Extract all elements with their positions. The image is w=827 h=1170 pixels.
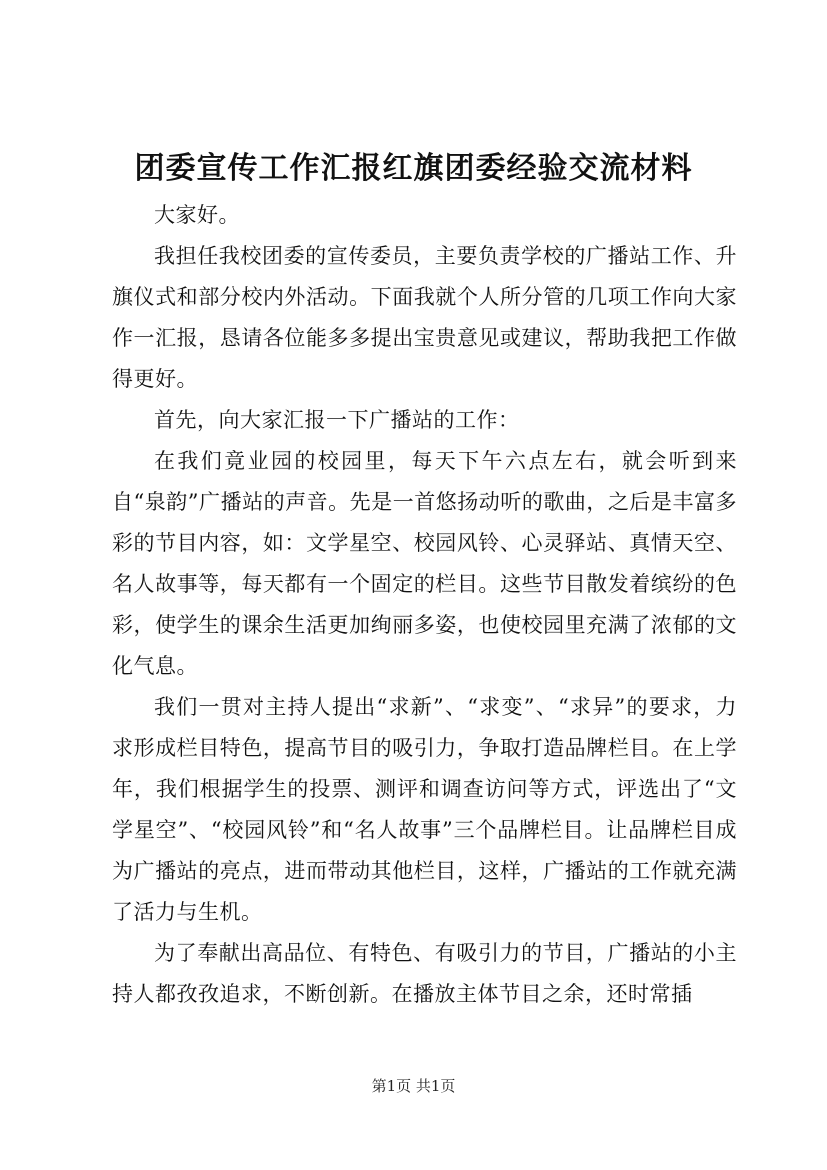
paragraph-hosts: 为了奉献出高品位、有特色、有吸引力的节目，广播站的小主持人都孜孜追求，不断创新。在播放主体节目之余，还时常插 [112, 941, 737, 1006]
document-title: 团委宣传工作汇报红旗团委经验交流材料 [134, 151, 693, 186]
paragraph-introduction: 我担任我校团委的宣传委员，主要负责学校的广播站工作、升旗仪式和部分校内外活动。下面我就个人所分管的几项工作向大家作一汇报，恳请各位能多多提出宝贵意见或建议，帮助我把工作做得更好。 [112, 244, 737, 391]
document-body [112, 195, 737, 1015]
paragraph-brand-programs: 我们一贯对主持人提出“求新”、“求变”、“求异”的要求，力求形成栏目特色，提高节目的吸引力，争取打造品牌栏目。在上学年，我们根据学生的投票、测评和调查访问等方式，评选出了“文学星空”、“校园风铃”和“名人故事”三个品牌栏目。让品牌栏目成为广播站的亮点，进而带动其他栏目，这样，广播站的工作就充满了活力与生机。 [112, 695, 737, 924]
paragraph-broadcast-description: 在我们竟业园的校园里，每天下午六点左右，就会听到来自“泉韵”广播站的声音。先是一首悠扬动听的歌曲，之后是丰富多彩的节目内容，如：文学星空、校园风铃、心灵驿站、真情天空、名人故事等，每天都有一个固定的栏目。这些节目散发着缤纷的色彩，使学生的课余生活更加绚丽多姿，也使校园里充满了浓郁的文化气息。 [112, 449, 737, 678]
paragraph-greeting: 大家好。 [154, 203, 240, 227]
paragraph-broadcast-heading: 首先，向大家汇报一下广播站的工作： [154, 408, 520, 432]
page-number-footer: 第1页 共1页 [371, 1077, 456, 1095]
